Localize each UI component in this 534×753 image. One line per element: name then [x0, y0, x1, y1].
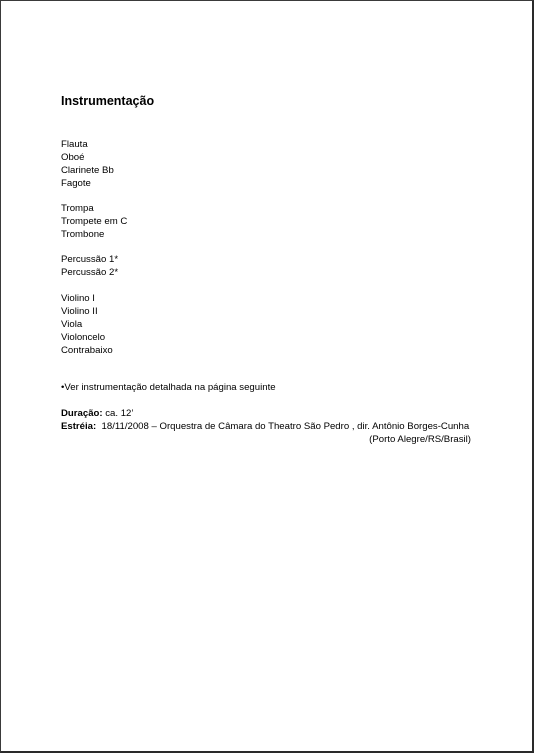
- instrument-item: Trompete em C: [61, 216, 128, 227]
- premiere-line: [61, 420, 469, 433]
- percussion-list: [61, 253, 118, 279]
- premiere-place: (Porto Alegre/RS/Brasil): [369, 434, 471, 445]
- instrument-item: Percussão 2*: [61, 267, 119, 278]
- duration-line: [61, 407, 134, 420]
- page-title: Instrumentação: [61, 94, 155, 108]
- woodwinds-list: [61, 138, 114, 190]
- instrument-item: Clarinete Bb: [61, 165, 114, 176]
- premiere-value: 18/11/2008 – Orquestra de Câmara do Theatro São Pedro , dir. Antônio Borges-Cunha: [96, 421, 470, 432]
- instrument-item: Flauta: [61, 139, 88, 150]
- instrument-item: Contrabaixo: [61, 345, 113, 356]
- instrument-item: Percussão 1*: [61, 254, 119, 265]
- instrument-item: Violino II: [61, 306, 98, 317]
- premiere-label: Estréia:: [61, 421, 97, 432]
- strings-list: [61, 292, 113, 357]
- instrument-item: Violoncelo: [61, 332, 106, 343]
- instrument-item: Fagote: [61, 178, 91, 189]
- duration-label: Duração:: [61, 408, 103, 419]
- instrument-item: Oboé: [61, 152, 85, 163]
- duration-value: ca. 12’: [102, 408, 134, 419]
- brass-list: [61, 202, 127, 241]
- instrumentation-note: •Ver instrumentação detalhada na página seguinte: [61, 382, 276, 393]
- instrument-item: Viola: [61, 319, 83, 330]
- instrument-item: Trompa: [61, 203, 94, 214]
- instrument-item: Trombone: [61, 229, 105, 240]
- instrument-item: Violino I: [61, 293, 95, 304]
